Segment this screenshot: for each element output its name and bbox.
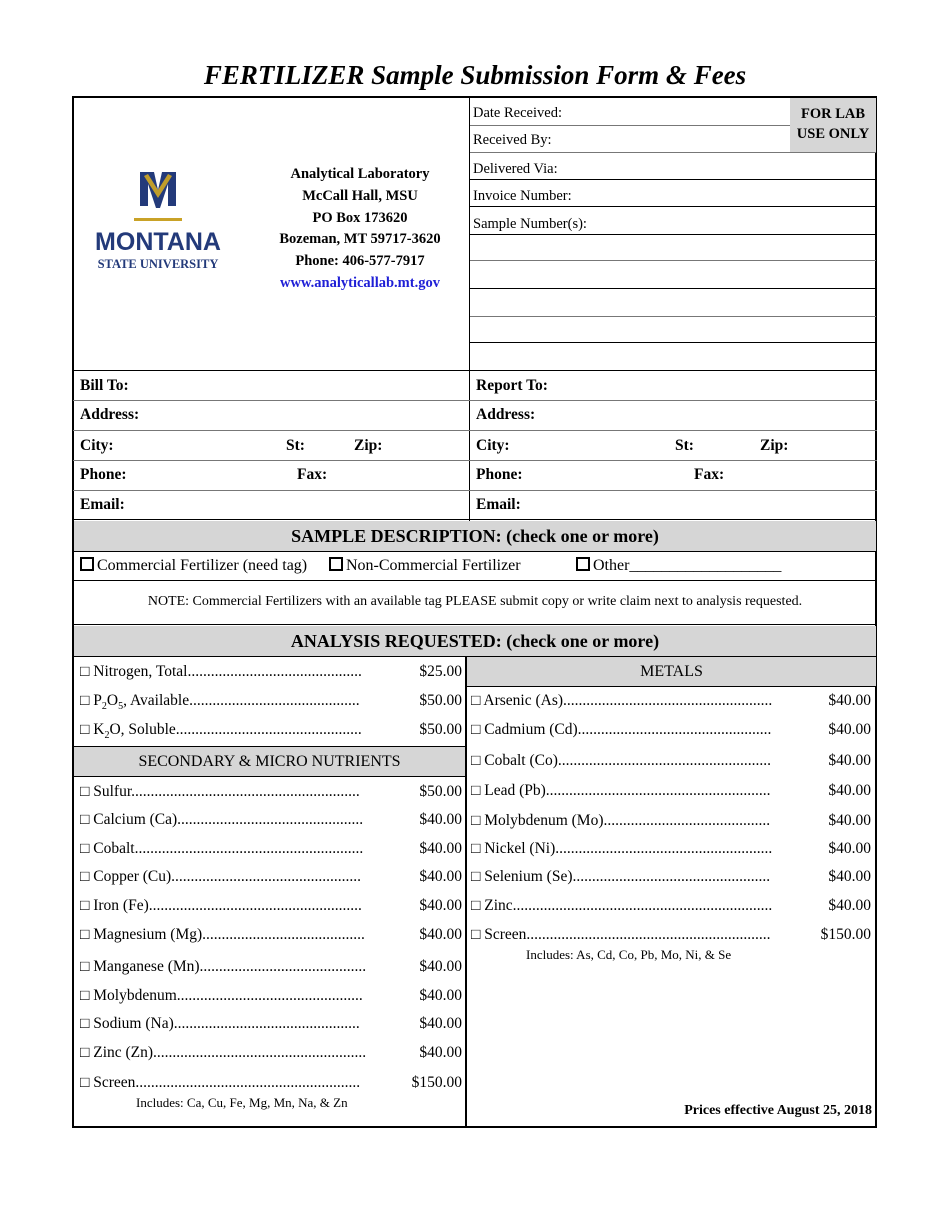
form-line xyxy=(73,580,877,581)
item-dots: ............................................ xyxy=(189,692,360,709)
lab-sample-numbers-label: Sample Number(s): xyxy=(473,216,587,232)
analysis-metal-item[interactable]: □ Molybdenum (Mo)........................................... xyxy=(471,812,771,829)
analysis-metal-item[interactable]: □ Zinc................................................................... xyxy=(471,897,773,914)
form-line xyxy=(73,519,877,520)
analysis-nitrogen-total[interactable] xyxy=(80,663,362,681)
report-to-phone-label: Phone: xyxy=(476,466,523,483)
metals-screen-includes: Includes: As, Cd, Co, Pb, Mo, Ni, & Se xyxy=(526,947,732,962)
prices-effective-date: Prices effective August 25, 2018 xyxy=(684,1103,872,1118)
lab-line xyxy=(470,179,876,180)
lab-line xyxy=(470,234,876,235)
analysis-secondary-item[interactable]: □ Sulfur........................................................... xyxy=(80,783,360,800)
form-line xyxy=(73,400,877,401)
option-commercial-label: Commercial Fertilizer (need tag) xyxy=(97,557,308,574)
form-title: FERTILIZER Sample Submission Form & Fees xyxy=(203,60,747,90)
option-non-commercial-label: Non-Commercial Fertilizer xyxy=(346,557,521,574)
price-metal-item: $40.00 xyxy=(828,692,871,709)
lab-line xyxy=(470,260,876,261)
lab-phone: Phone: 406-577-7917 xyxy=(295,253,425,270)
bill-to-label: Bill To: xyxy=(80,377,129,394)
item-label: O, Soluble xyxy=(109,721,176,738)
form-line xyxy=(73,551,877,552)
form-line xyxy=(73,430,877,431)
price-k2o-soluble: $50.00 xyxy=(419,721,462,738)
price-metal-item: $40.00 xyxy=(828,897,871,914)
analysis-secondary-item[interactable]: □ Molybdenum................................................ xyxy=(80,987,363,1004)
report-to-email-label: Email: xyxy=(476,496,521,513)
item-label: O xyxy=(106,692,119,709)
checkbox-non-commercial[interactable] xyxy=(329,557,343,571)
price-secondary-item: $40.00 xyxy=(419,958,462,975)
metals-heading: METALS xyxy=(467,657,876,686)
report-to-fax-label: Fax: xyxy=(694,466,725,483)
analysis-k2o-soluble[interactable] xyxy=(80,721,362,741)
price-secondary-item: $40.00 xyxy=(419,897,462,914)
price-metal-item: $40.00 xyxy=(828,840,871,857)
report-to-state-label: St: xyxy=(675,437,694,454)
item-label: Nitrogen, Total xyxy=(93,663,188,680)
price-metal-item: $40.00 xyxy=(828,752,871,769)
lab-line xyxy=(470,288,876,289)
form-line xyxy=(466,686,877,687)
option-other[interactable] xyxy=(576,557,781,575)
price-secondary-item: $40.00 xyxy=(419,1015,462,1032)
price-metal-item: $40.00 xyxy=(828,721,871,738)
lab-invoice-number-label: Invoice Number: xyxy=(473,188,572,204)
checkbox-glyph[interactable]: □ xyxy=(80,692,90,709)
analysis-secondary-item[interactable]: □ Manganese (Mn)........................................... xyxy=(80,958,367,975)
item-subscript: 2 xyxy=(101,701,107,713)
msu-logo-mark xyxy=(84,168,232,280)
price-metal-item: $40.00 xyxy=(828,868,871,885)
form-line xyxy=(73,460,877,461)
bill-to-zip-label: Zip: xyxy=(354,437,383,454)
analysis-secondary-item[interactable]: □ Screen.......................................................... xyxy=(80,1074,361,1091)
lab-address-block xyxy=(262,164,458,295)
report-to-city-label: City: xyxy=(476,437,510,454)
item-subscript: 5 xyxy=(118,701,124,713)
lab-received-by-label: Received By: xyxy=(473,132,552,148)
price-secondary-item: $150.00 xyxy=(411,1074,462,1091)
lab-line xyxy=(470,342,876,343)
analysis-metal-item[interactable]: □ Cobalt (Co)....................................................... xyxy=(471,752,771,769)
option-non-commercial-fertilizer[interactable] xyxy=(329,557,521,575)
lab-line xyxy=(470,206,876,207)
lab-website-link[interactable]: www.analyticallab.mt.gov xyxy=(280,274,440,291)
item-dots: ................................................ xyxy=(175,721,362,738)
divider-vertical-analysis xyxy=(465,656,467,1128)
price-secondary-item: $40.00 xyxy=(419,1044,462,1061)
analysis-requested-heading: ANALYSIS REQUESTED: (check one or more) xyxy=(74,626,876,656)
analysis-secondary-item[interactable]: □ Cobalt........................................................... xyxy=(80,840,364,857)
analysis-metal-item[interactable]: □ Selenium (Se)................................................... xyxy=(471,868,771,885)
analysis-metal-item[interactable]: □ Screen............................................................... xyxy=(471,926,771,943)
analysis-metal-item[interactable]: □ Cadmium (Cd).................................................. xyxy=(471,721,772,738)
lab-name: Analytical Laboratory xyxy=(290,166,430,182)
bill-to-fax-label: Fax: xyxy=(297,466,328,483)
checkbox-commercial[interactable] xyxy=(80,557,94,571)
item-dots: ............................................. xyxy=(187,663,362,680)
analysis-metal-item[interactable]: □ Nickel (Ni)........................................................ xyxy=(471,840,773,857)
bill-to-city-label: City: xyxy=(80,437,114,454)
lab-po-box: PO Box 173620 xyxy=(312,209,408,226)
checkbox-glyph[interactable]: □ xyxy=(80,721,90,738)
lab-line xyxy=(470,152,876,153)
analysis-secondary-item[interactable]: □ Zinc (Zn)....................................................... xyxy=(80,1044,367,1061)
logo-text-montana: MONTANA xyxy=(95,228,221,256)
report-to-label: Report To: xyxy=(476,377,548,394)
analysis-p2o5-available[interactable] xyxy=(80,692,360,712)
item-label: K xyxy=(93,721,105,738)
lab-line xyxy=(470,125,790,126)
price-secondary-item: $40.00 xyxy=(419,926,462,943)
item-label: , Available xyxy=(123,692,190,709)
option-commercial-fertilizer[interactable] xyxy=(80,557,307,575)
analysis-secondary-item[interactable]: □ Sodium (Na)................................................ xyxy=(80,1015,360,1032)
price-secondary-item: $40.00 xyxy=(419,987,462,1004)
checkbox-other[interactable] xyxy=(576,557,590,571)
analysis-secondary-item[interactable]: □ Copper (Cu)................................................. xyxy=(80,868,362,885)
divider-vertical-top xyxy=(469,97,470,522)
lab-delivered-via-label: Delivered Via: xyxy=(473,161,558,177)
bill-to-email-label: Email: xyxy=(80,496,125,513)
for-lab-use-badge: FOR LAB USE ONLY xyxy=(790,98,876,152)
price-nitrogen-total: $25.00 xyxy=(419,663,462,680)
price-metal-item: $40.00 xyxy=(828,782,871,799)
option-other-label: Other___________________ xyxy=(593,557,782,574)
price-secondary-item: $50.00 xyxy=(419,783,462,800)
commercial-tag-note: NOTE: Commercial Fertilizers with an available tag PLEASE submit copy or write claim next to analysis requested. xyxy=(147,594,803,609)
analysis-secondary-item[interactable]: □ Magnesium (Mg).......................................... xyxy=(80,926,365,943)
lab-date-received-label: Date Received: xyxy=(473,105,562,121)
analysis-metal-item[interactable]: □ Arsenic (As)...................................................... xyxy=(471,692,773,709)
secondary-micro-nutrients-heading: SECONDARY & MICRO NUTRIENTS xyxy=(74,747,465,776)
logo-text-state-university: STATE UNIVERSITY xyxy=(97,257,219,271)
bill-to-address-label: Address: xyxy=(80,406,140,423)
sample-description-heading: SAMPLE DESCRIPTION: (check one or more) xyxy=(74,521,876,551)
lab-city: Bozeman, MT 59717-3620 xyxy=(279,231,441,248)
analysis-secondary-item[interactable]: □ Iron (Fe)....................................................... xyxy=(80,897,362,914)
form-line xyxy=(73,776,465,777)
price-metal-item: $150.00 xyxy=(820,926,871,943)
checkbox-glyph[interactable]: □ xyxy=(80,663,90,680)
item-label: P xyxy=(93,692,102,709)
lab-line xyxy=(470,316,876,317)
msu-logo xyxy=(84,168,232,280)
report-to-address-label: Address: xyxy=(476,406,536,423)
divider-bill-to-top xyxy=(73,370,877,371)
price-p2o5-available: $50.00 xyxy=(419,692,462,709)
price-metal-item: $40.00 xyxy=(828,812,871,829)
price-secondary-item: $40.00 xyxy=(419,811,462,828)
form-line xyxy=(73,624,877,625)
lab-building: McCall Hall, MSU xyxy=(302,187,418,204)
analysis-secondary-item[interactable]: □ Calcium (Ca)................................................ xyxy=(80,811,364,828)
item-subscript: 2 xyxy=(104,730,110,742)
price-secondary-item: $40.00 xyxy=(419,868,462,885)
form-line xyxy=(73,490,877,491)
analysis-metal-item[interactable]: □ Lead (Pb).......................................................... xyxy=(471,782,771,799)
bill-to-phone-label: Phone: xyxy=(80,466,127,483)
bill-to-state-label: St: xyxy=(286,437,305,454)
secondary-screen-includes: Includes: Ca, Cu, Fe, Mg, Mn, Na, & Zn xyxy=(136,1095,348,1110)
report-to-zip-label: Zip: xyxy=(760,437,789,454)
price-secondary-item: $40.00 xyxy=(419,840,462,857)
